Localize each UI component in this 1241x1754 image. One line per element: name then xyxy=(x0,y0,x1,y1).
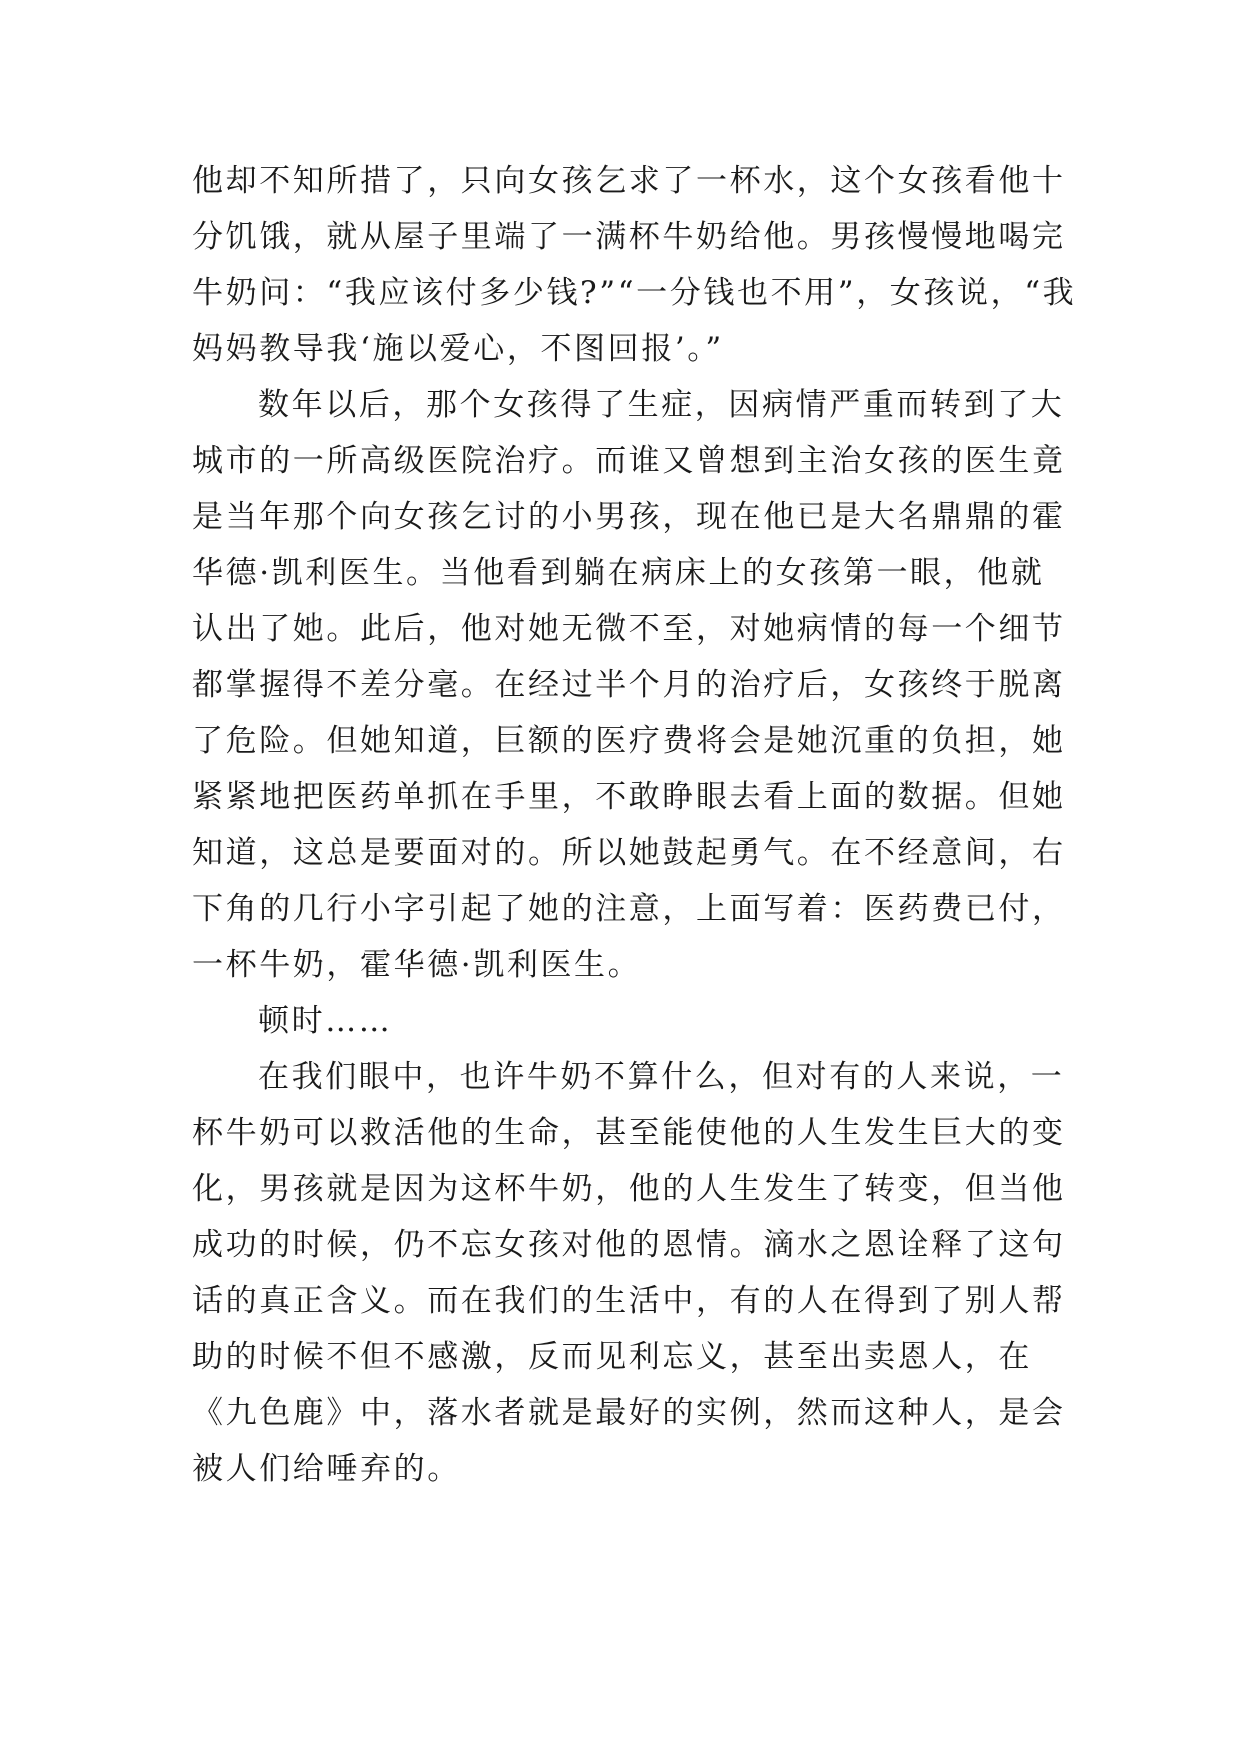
text-line: 紧紧地把医药单抓在手里，不敢睁眼去看上面的数据。但她 xyxy=(192,779,1066,815)
text-line: 都掌握得不差分毫。在经过半个月的治疗后，女孩终于脱离 xyxy=(192,667,1066,703)
body-text xyxy=(192,153,1077,1497)
text-line: 华德·凯利医生。当他看到躺在病床上的女孩第一眼，他就 xyxy=(192,555,1045,591)
text-line: 牛奶问：“我应该付多少钱?”“一分钱也不用”，女孩说，“我 xyxy=(192,275,1077,311)
text-line: 他却不知所措了，只向女孩乞求了一杯水，这个女孩看他十 xyxy=(192,163,1066,199)
text-line: 助的时候不但不感激，反而见利忘义，甚至出卖恩人，在 xyxy=(192,1339,1032,1375)
text-line: 被人们给唾弃的。 xyxy=(192,1451,461,1487)
text-line: 妈妈教导我‘施以爱心，不图回报’。” xyxy=(192,331,724,367)
paragraph-first-line: 顿时…… xyxy=(258,1003,393,1039)
text-line: 《九色鹿》中，落水者就是最好的实例，然而这种人，是会 xyxy=(192,1395,1066,1431)
text-line: 成功的时候，仍不忘女孩对他的恩情。滴水之恩诠释了这句 xyxy=(192,1227,1066,1263)
text-line: 是当年那个向女孩乞讨的小男孩，现在他已是大名鼎鼎的霍 xyxy=(192,499,1066,535)
text-line: 知道，这总是要面对的。所以她鼓起勇气。在不经意间，右 xyxy=(192,835,1066,871)
text-line: 化，男孩就是因为这杯牛奶，他的人生发生了转变，但当他 xyxy=(192,1171,1066,1207)
text-line: 城市的一所高级医院治疗。而谁又曾想到主治女孩的医生竟 xyxy=(192,443,1066,479)
text-line: 一杯牛奶，霍华德·凯利医生。 xyxy=(192,947,642,983)
text-line: 话的真正含义。而在我们的生活中，有的人在得到了别人帮 xyxy=(192,1283,1066,1319)
text-line: 认出了她。此后，他对她无微不至，对她病情的每一个细节 xyxy=(192,611,1066,647)
paragraph-first-line: 数年以后，那个女孩得了生症，因病情严重而转到了大 xyxy=(258,387,1065,423)
text-line: 分饥饿，就从屋子里端了一满杯牛奶给他。男孩慢慢地喝完 xyxy=(192,219,1066,255)
text-line: 了危险。但她知道，巨额的医疗费将会是她沉重的负担，她 xyxy=(192,723,1066,759)
text-line: 下角的几行小字引起了她的注意，上面写着：医药费已付， xyxy=(192,891,1066,927)
text-line: 杯牛奶可以救活他的生命，甚至能使他的人生发生巨大的变 xyxy=(192,1115,1066,1151)
paragraph-first-line: 在我们眼中，也许牛奶不算什么，但对有的人来说，一 xyxy=(258,1059,1065,1095)
